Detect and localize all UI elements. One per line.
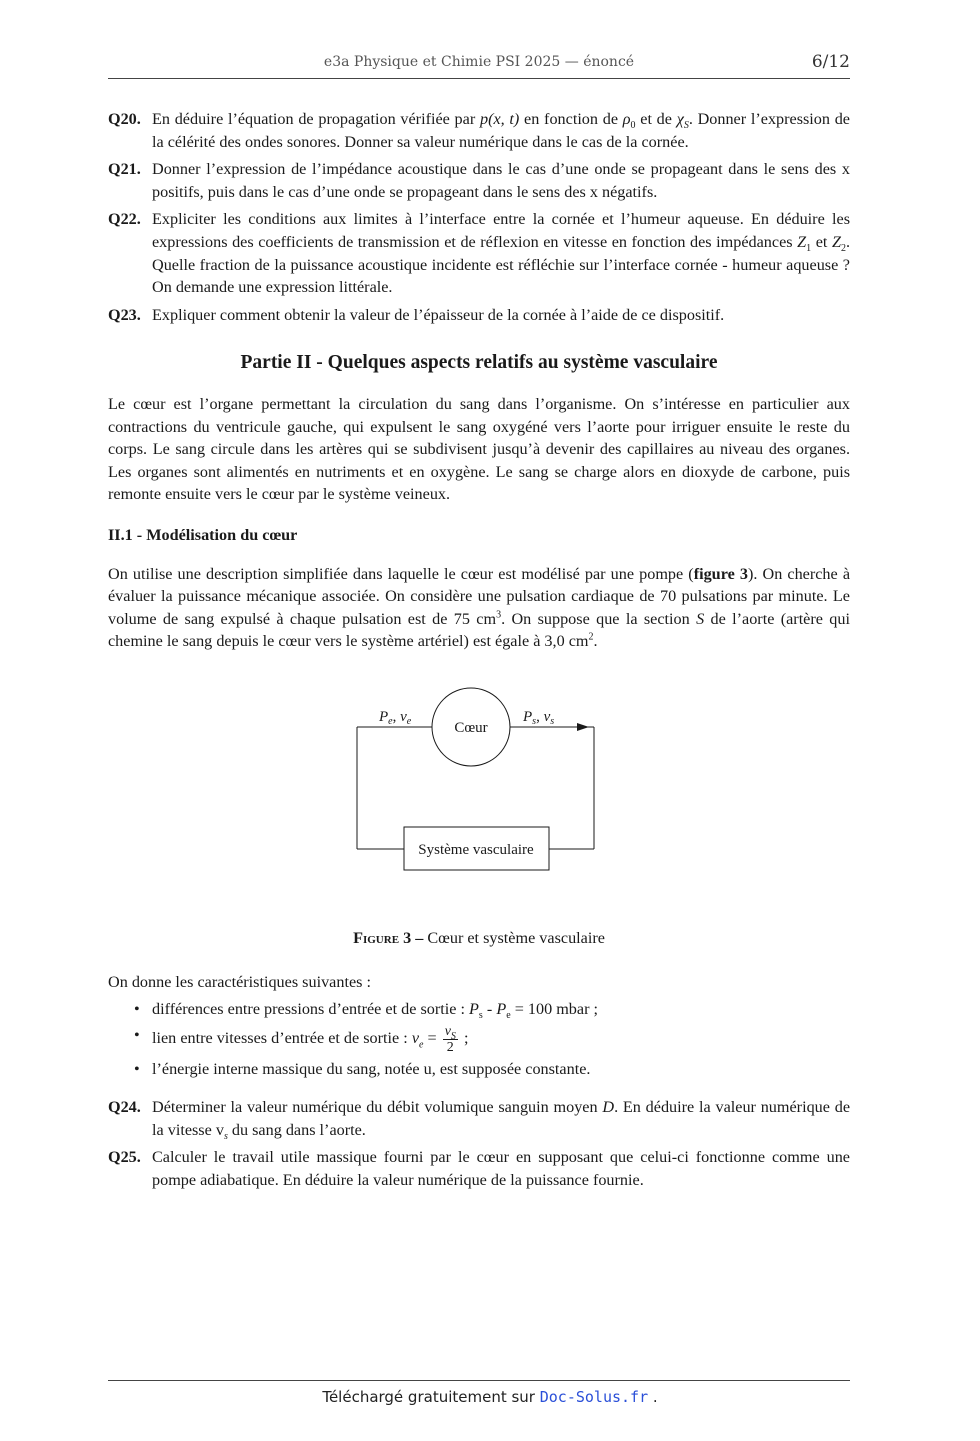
heart-circuit-diagram [108, 673, 850, 931]
question-q25 [108, 1146, 850, 1191]
question-text: Déterminer la valeur numérique du débit volumique sanguin moyen D. En déduire la valeur numérique de la vitesse $v_s$ du sang dans l’aorte. [152, 1098, 851, 1143]
subsection-title: II.1 - Modélisation du cœur [108, 525, 298, 544]
question-q24 [108, 1096, 850, 1141]
doc-solus-link[interactable]: Doc-Solus.fr [539, 1388, 649, 1406]
question-q23 [108, 304, 850, 327]
page-number: 6/12 [811, 52, 850, 72]
intro-paragraph: Le cœur est l’organe permettant la circulation du sang dans l’organisme. On s’intéresse en particulier aux contractions du ventricule gauche, qui expulsent le sang oxygéné vers l’aorte pour irriguer ensuite le reste du corps. Le sang circule dans les artères qui se subdivisent jusqu’à devenir des capillaires au niveau des organes. Les organes sont alimentés en nutriments et en oxygène. Le sang se charge alors en dioxyde de carbone, puis remonte ensuite vers le cœur par le système veineux. [108, 394, 850, 504]
footer-divider [108, 1380, 850, 1381]
part-title: Partie II - Quelques aspects relatifs au système vasculaire [240, 352, 718, 374]
page-header [108, 54, 850, 79]
question-text: En déduire l’équation de propagation vérifiée par p(x, t) en fonction de $\rho_0$ et de $\chi_S$. Donner l’expression de la célérité des ondes sonores. Donner sa valeur numérique dans le cas de la cornée. [152, 110, 850, 151]
question-number: Q25. [108, 1148, 141, 1167]
figure-reference: figure 3 [693, 564, 748, 583]
vascular-system-label: Système vasculaire [418, 841, 534, 858]
heart-label: Cœur [454, 719, 488, 736]
header-title: e3a Physique et Chimie PSI 2025 — énoncé [323, 54, 635, 70]
velocity-fraction: $\frac{v_S}{2}$ [444, 1023, 456, 1055]
question-number: Q22. [108, 210, 141, 229]
question-q21 [108, 158, 850, 203]
model-paragraph: On utilise une description simplifiée dans laquelle le cœur est modélisé par une pompe (figure 3). On cherche à évaluer la puissance mécanique associée. On considère une pulsation cardiaque de 70 pulsations par minute. Le volume de sang expulsé à chaque pulsation est de 75 $cm^3$. On suppose que la section S de l’aorte (artère qui chemine le sang depuis le cœur vers le système artériel) est égale à 3,0 $cm^2$. [108, 564, 851, 651]
question-q20 [108, 108, 850, 153]
inlet-label: $P_e$, $v_e$ [379, 708, 412, 727]
given-intro: On donne les caractéristiques suivantes : [108, 973, 371, 992]
question-number: Q23. [108, 305, 141, 324]
question-text: Expliciter les conditions aux limites à l’interface entre la cornée et l’humeur aqueuse. En déduire les expressions des coefficients de transmission et de réflexion en vitesse en fonction des impédances $Z_1$ et $Z_2$. Quelle fraction de la puissance acoustique incidente est réfléchie sur l’interface cornée - humeur aqueuse ? On demande une expression littérale. [152, 210, 850, 297]
question-text: Calculer le travail utile massique fourni par le cœur en supposant que celui-ci fonctionne comme une pompe adiabatique. En déduire la valeur numérique de la puissance fournie. [152, 1148, 850, 1190]
page-content [108, 108, 850, 1197]
figure-3 [108, 673, 850, 931]
list-item: • l’énergie interne massique du sang, notée u, est supposée constante. [152, 1058, 850, 1081]
list-item: • lien entre vitesses d’entrée et de sortie : $v_e$ = $\frac{v_S}{2}$ ; [152, 1024, 850, 1055]
given-list [108, 998, 850, 1080]
page-footer: Téléchargé gratuitement sur Doc-Solus.fr . [322, 1388, 658, 1406]
question-text: Donner l’expression de l’impédance acoustique dans le cas d’une onde se propageant dans le sens des x positifs, puis dans le cas d’une onde se propageant dans le sens des x négatifs. [152, 160, 850, 201]
outlet-label: $P_s$, $v_s$ [523, 708, 555, 727]
question-text: Expliquer comment obtenir la valeur de l’épaisseur de la cornée à l’aide de ce dispositif. [152, 305, 725, 324]
question-number: Q20. [108, 110, 141, 128]
question-number: Q24. [108, 1098, 141, 1117]
question-number: Q21. [108, 160, 141, 179]
figure-caption: Figure 3 – Cœur et système vasculaire [353, 928, 605, 947]
question-q22 [108, 208, 850, 298]
list-item: • différences entre pressions d’entrée et de sortie : $P_s - P_e = 100$ mbar ; [152, 998, 850, 1021]
